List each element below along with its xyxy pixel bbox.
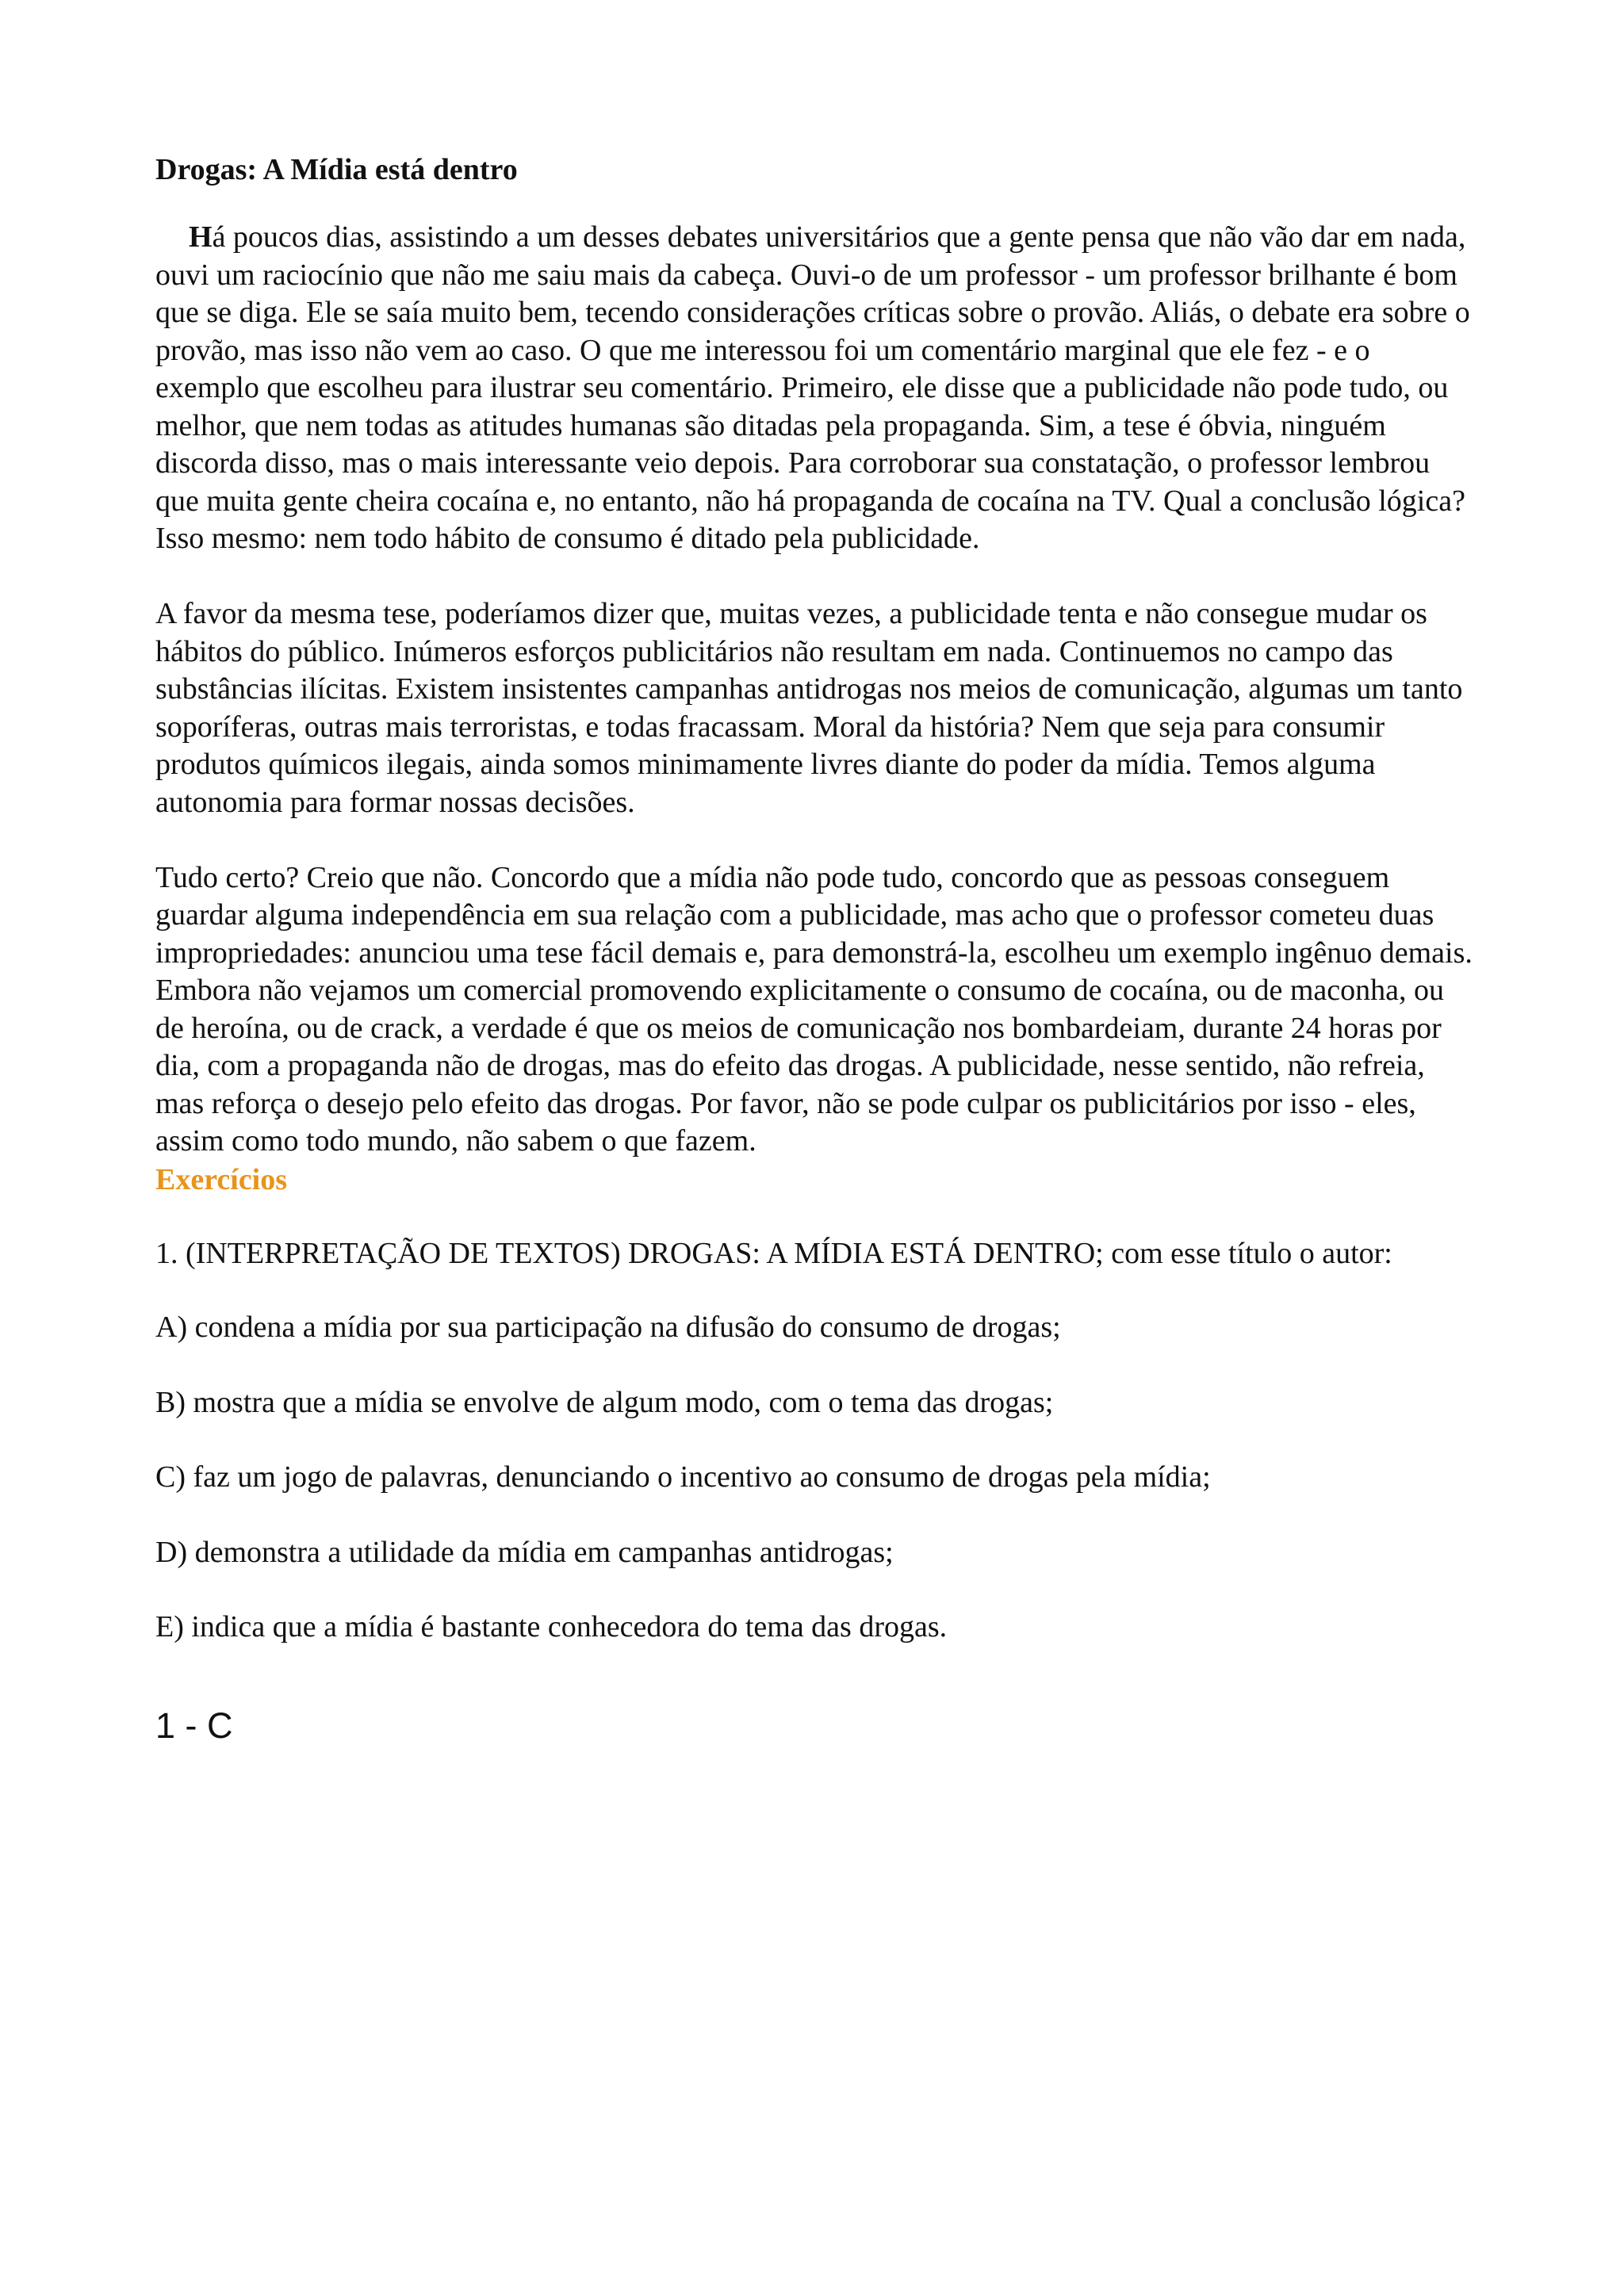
- option-c: C) faz um jogo de palavras, denunciando o incentivo ao consumo de drogas pela mídia;: [155, 1460, 1211, 1494]
- paragraph-1-text: á poucos dias, assistindo a um desses debates universitários que a gente pensa que não vão dar em nada, ouvi um raciocínio que não me saiu mais da cabeça. Ouvi-o de um professor - um professor brilhante é bom que se diga. Ele se saía muito bem, tecendo considerações críticas sobre o provão. Aliás, o debate era sobre o provão, mas isso não vem ao caso. O que me interessou foi um comentário marginal que ele fez - e o exemplo que escolheu para ilustrar seu comentário. Primeiro, ele disse que a publicidade não pode tudo, ou melhor, que nem todas as atitudes humanas são ditadas pela propaganda. Sim, a tese é óbvia, ninguém discorda disso, mas o mais interessante veio depois. Para corroborar sua constatação, o professor lembrou que muita gente cheira cocaína e, no entanto, não há propaganda de cocaína na TV. Qual a conclusão lógica? Isso mesmo: nem todo hábito de consumo é ditado pela publicidade.: [155, 220, 1470, 555]
- exercises-heading: Exercícios: [155, 1162, 288, 1196]
- paragraph-1: [155, 219, 1480, 558]
- option-b: B) mostra que a mídia se envolve de algum modo, com o tema das drogas;: [155, 1385, 1054, 1419]
- paragraph-2: A favor da mesma tese, poderíamos dizer que, muitas vezes, a publicidade tenta e não consegue mudar os hábitos do público. Inúmeros esforços publicitários não resultam em nada. Continuemos no campo das substâncias ilícitas. Existem insistentes campanhas antidrogas nos meios de comunicação, algumas um tanto soporíferas, outras mais terroristas, e todas fracassam. Moral da história? Nem que seja para consumir produtos químicos ilegais, ainda somos minimamente livres diante do poder da mídia. Temos alguma autonomia para formar nossas decisões.: [155, 597, 1463, 819]
- question-1: 1. (INTERPRETAÇÃO DE TEXTOS) DROGAS: A MÍDIA ESTÁ DENTRO; com esse título o autor:: [155, 1236, 1392, 1270]
- paragraph-3: Tudo certo? Creio que não. Concordo que a mídia não pode tudo, concordo que as pessoas conseguem guardar alguma independência em sua relação com a publicidade, mas acho que o professor cometeu duas impropriedades: anunciou uma tese fácil demais e, para demonstrá-la, escolheu um exemplo ingênuo demais. Embora não vejamos um comercial promovendo explicitamente o consumo de cocaína, ou de maconha, ou de heroína, ou de crack, a verdade é que os meios de comunicação nos bombardeiam, durante 24 horas por dia, com a propaganda não de drogas, mas do efeito das drogas. A publicidade, nesse sentido, não refreia, mas reforça o desejo pelo efeito das drogas. Por favor, não se pode culpar os publicitários por isso - eles, assim como todo mundo, não sabem o que fazem.: [155, 860, 1473, 1158]
- document-title: Drogas: A Mídia está dentro: [155, 153, 518, 186]
- document-page: [155, 151, 1480, 1748]
- option-a: A) condena a mídia por sua participação na difusão do consumo de drogas;: [155, 1311, 1061, 1344]
- option-d: D) demonstra a utilidade da mídia em campanhas antidrogas;: [155, 1535, 894, 1569]
- option-e: E) indica que a mídia é bastante conhecedora do tema das drogas.: [155, 1610, 948, 1644]
- drop-cap-letter: H: [189, 220, 213, 254]
- answer-key: 1 - C: [155, 1705, 233, 1746]
